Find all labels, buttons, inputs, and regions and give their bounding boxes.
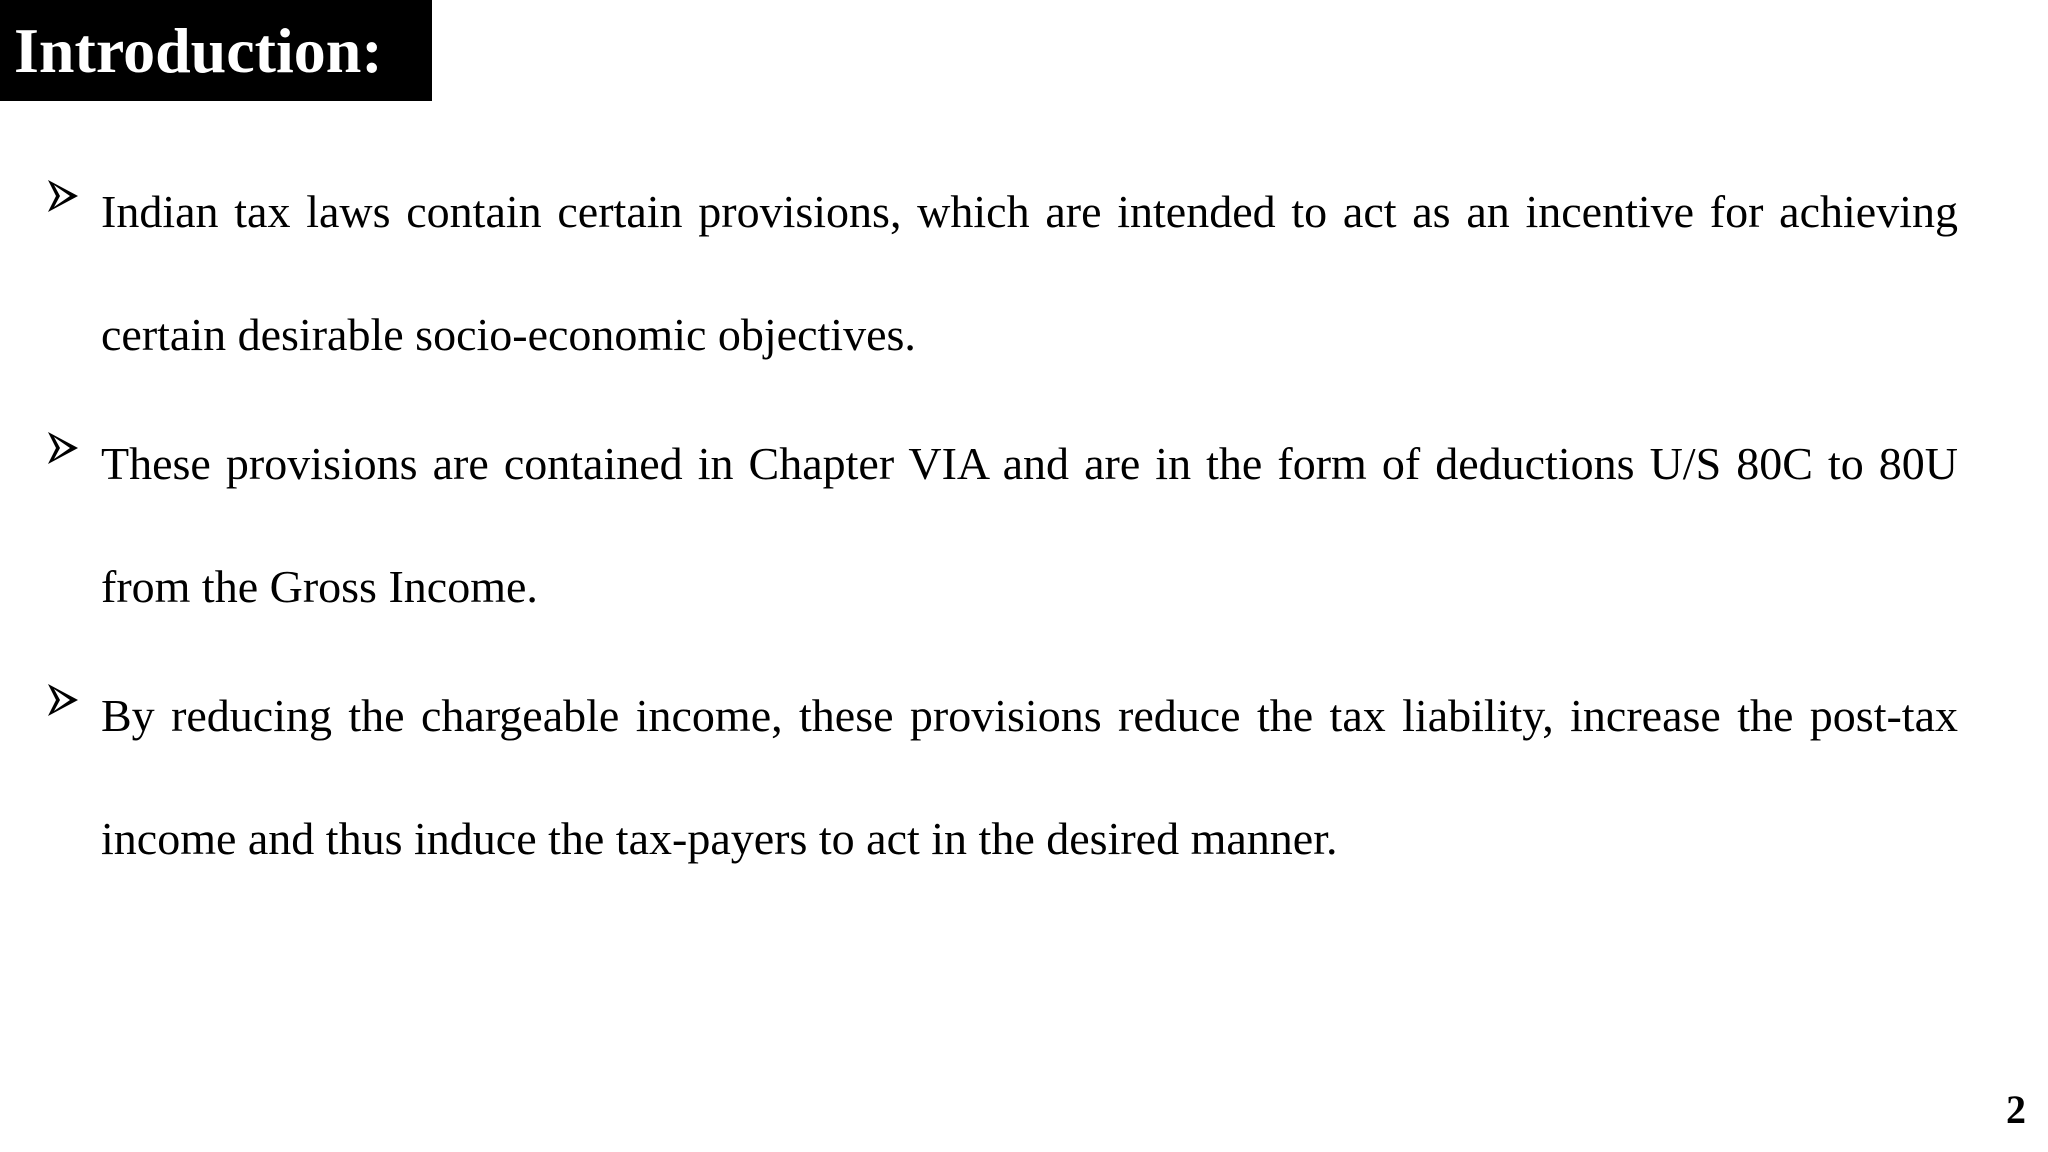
- arrow-bullet-icon: [46, 430, 80, 466]
- arrow-bullet-icon: [46, 178, 80, 214]
- page-number: 2: [2006, 1087, 2026, 1132]
- title-banner: [0, 0, 432, 101]
- bullet-item: [46, 654, 1958, 900]
- bullet-text: These provisions are contained in Chapter VIA and are in the form of deductions U/S 80C to 80U from the Gross Income.: [101, 438, 1958, 612]
- arrow-bullet-icon: [46, 682, 80, 718]
- bullet-list: [46, 170, 1958, 926]
- bullet-text: Indian tax laws contain certain provisions, which are intended to act as an incentive for achieving certain desirable socio-economic objectives.: [101, 186, 1958, 360]
- bullet-text: By reducing the chargeable income, these provisions reduce the tax liability, increase the post-tax income and thus induce the tax-payers to act in the desired manner.: [101, 690, 1958, 864]
- bullet-item: [46, 402, 1958, 648]
- bullet-item: [46, 150, 1958, 396]
- slide-title: Introduction:: [14, 15, 383, 86]
